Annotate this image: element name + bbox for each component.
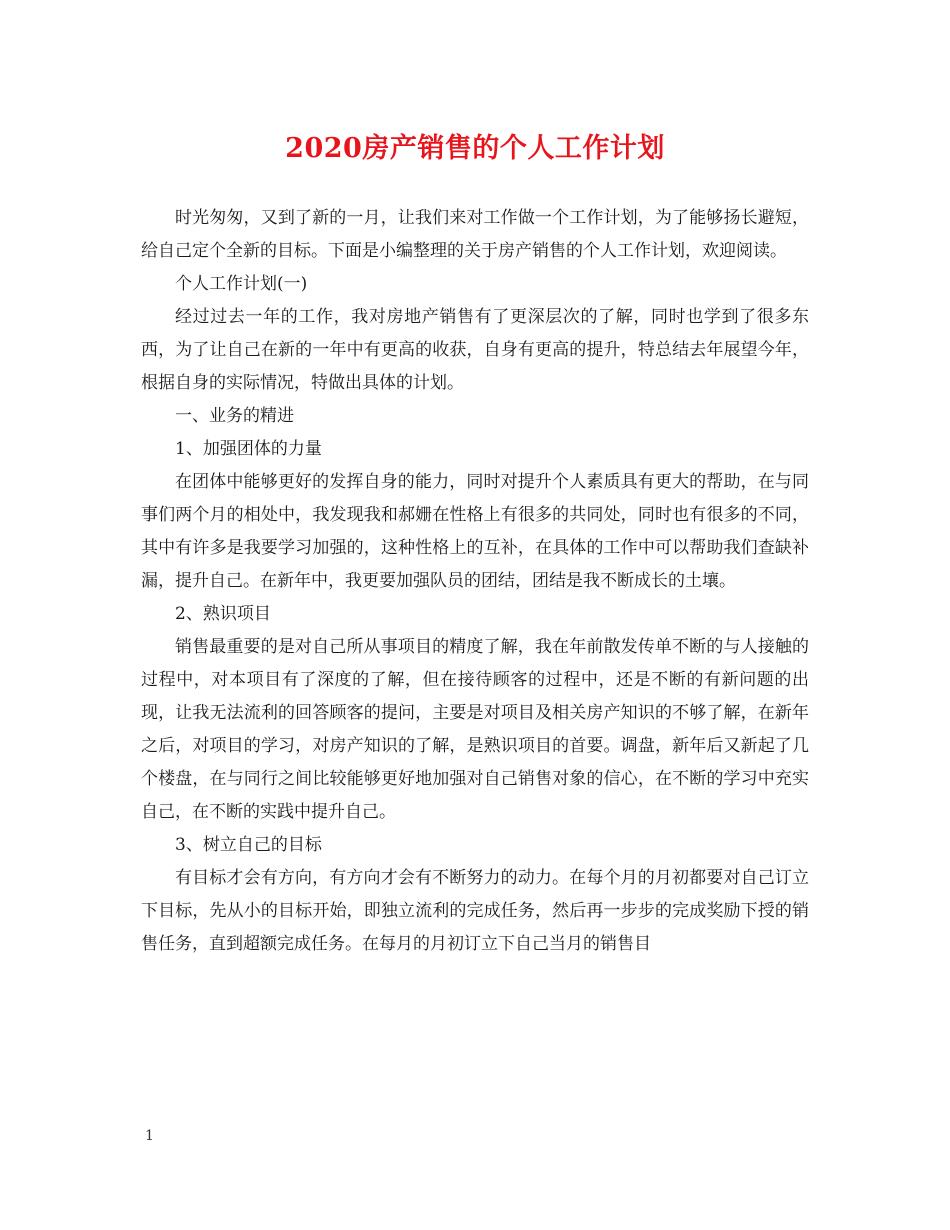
page-number: 1: [145, 1128, 154, 1144]
body-paragraph: 经过过去一年的工作，我对房地产销售有了更深层次的了解，同时也学到了很多东西，为了让自己在新的一年中有更高的收获，自身有更高的提升，特总结去年展望今年，根据自身的实际情况，特做出具体的计划。: [141, 307, 809, 393]
body-paragraph: 在团体中能够更好的发挥自身的能力，同时对提升个人素质具有更大的帮助，在与同事们两个月的相处中，我发现我和郝姗在性格上有很多的共同处，同时也有很多的不同，其中有许多是我要学习加强的，这种性格上的互补，在具体的工作中可以帮助我们查缺补漏，提升自己。在新年中，我更要加强队员的团结，团结是我不断成长的土壤。: [141, 472, 809, 591]
section-heading-business: 一、业务的精进: [175, 406, 294, 426]
intro-paragraph: 时光匆匆，又到了新的一月，让我们来对工作做一个工作计划，为了能够扬长避短，给自己定个全新的目标。下面是小编整理的关于房产销售的个人工作计划，欢迎阅读。: [141, 208, 809, 261]
subheading-project: 2、熟识项目: [175, 604, 271, 624]
section-heading-plan-1: 个人工作计划(一): [175, 274, 308, 294]
page-title: 2020房产销售的个人工作计划: [285, 133, 665, 164]
subheading-team: 1、加强团体的力量: [175, 439, 322, 459]
body-paragraph: 销售最重要的是对自己所从事项目的精度了解，我在年前散发传单不断的与人接触的过程中，对本项目有了深度的了解，但在接待顾客的过程中，还是不断的有新问题的出现，让我无法流利的回答顾客的提问，主要是对项目及相关房产知识的不够了解，在新年之后，对项目的学习，对房产知识的了解，是熟识项目的首要。调盘，新年后又新起了几个楼盘，在与同行之间比较能够更好地加强对自己销售对象的信心，在不断的学习中充实自己，在不断的实践中提升自己。: [141, 637, 809, 822]
document-body: [141, 202, 809, 961]
subheading-goals: 3、树立自己的目标: [175, 835, 322, 855]
body-paragraph: 有目标才会有方向，有方向才会有不断努力的动力。在每个月的月初都要对自己订立下目标，先从小的目标开始，即独立流利的完成任务，然后再一步步的完成奖励下授的销售任务，直到超额完成任务。在每月的月初订立下自己当月的销售目: [141, 868, 809, 954]
